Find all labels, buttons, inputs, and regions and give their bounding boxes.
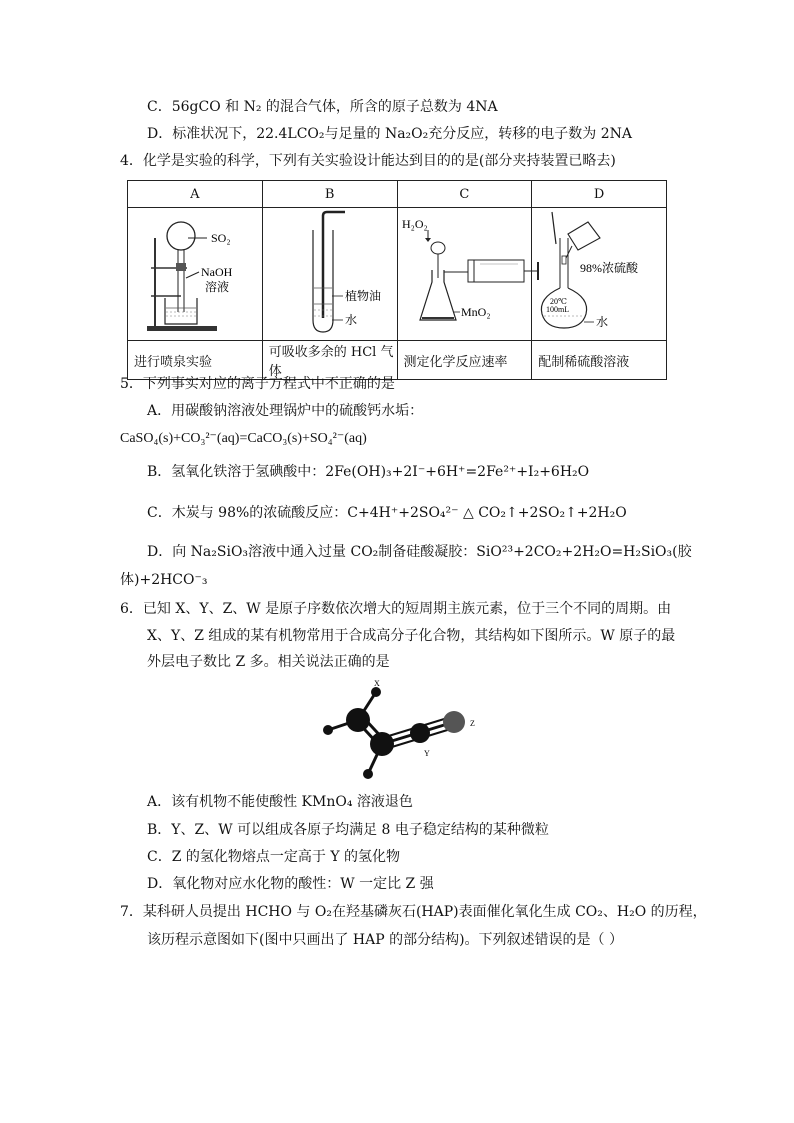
q5-option-d-continued: 体)+2HCO⁻₃ (120, 572, 208, 588)
atom-x-top (371, 687, 381, 697)
label-vol: 100mL (546, 305, 570, 314)
atom-y-1 (346, 708, 370, 732)
q4-stem: 4．化学是实验的科学，下列有关实验设计能达到目的的是(部分夹持装置已略去) (120, 153, 616, 169)
q7-stem-line1: 7．某科研人员提出 HCHO 与 O₂在羟基磷灰石(HAP)表面催化氧化生成 CO₂、H₂O 的历程， (120, 904, 707, 920)
q6-option-d: D．氧化物对应水化物的酸性：W 一定比 Z 强 (147, 876, 434, 892)
q6-option-b: B．Y、Z、W 可以组成各原子均满足 8 电子稳定结构的某种微粒 (147, 822, 549, 838)
caption-d: 配制稀硫酸溶液 (532, 341, 667, 380)
caption-a: 进行喷泉实验 (128, 341, 263, 380)
q5-option-a: A．用碳酸钠溶液处理锅炉中的硫酸钙水垢： (147, 403, 424, 419)
q5-option-a-equation: CaSO₄(s)+CO₃²⁻(aq)=CaCO₃(s)+SO₄²⁻(aq) (120, 431, 367, 446)
label-acid: 98%浓硫酸 (580, 261, 639, 275)
table-header-a: A (128, 181, 263, 208)
q6-option-c: C．Z 的氢化物熔点一定高于 Y 的氢化物 (147, 849, 401, 865)
label-solution: 溶液 (204, 280, 229, 294)
caption-c: 测定化学反应速率 (397, 341, 532, 380)
atom-y-3 (410, 723, 430, 743)
figure-d-dilution (532, 208, 667, 341)
q5-option-c: C．木炭与 98%的浓硫酸反应：C+4H⁺+2SO₄²⁻ △ CO₂↑+2SO₂↑+2H₂O (147, 505, 627, 521)
label-water: 水 (344, 313, 357, 327)
atom-y-2 (370, 732, 394, 756)
molecule-figure (310, 672, 490, 792)
experiment-table (127, 180, 667, 380)
q6-stem-line1: 6．已知 X、Y、Z、W 是原子序数依次增大的短周期主族元素，位于三个不同的周期。由 (120, 601, 672, 617)
q7-stem-line2: 该历程示意图如下(图中只画出了 HAP 的部分结构)。下列叙述错误的是（ ） (147, 932, 624, 948)
q5-option-b: B．氢氧化铁溶于氢碘酸中：2Fe(OH)₃+2I⁻+6H⁺=2Fe²⁺+I₂+6H₂O (147, 464, 590, 480)
table-header-c: C (397, 181, 532, 208)
table-header-d: D (532, 181, 667, 208)
figure-c-rate (397, 208, 532, 341)
atom-x-left (323, 725, 333, 735)
label-temp: 20℃ (550, 297, 568, 306)
q6-option-a: A．该有机物不能使酸性 KMnO₄ 溶液退色 (147, 794, 413, 810)
label-mno2: MnO₂ (460, 305, 491, 319)
label-z: Z (470, 719, 475, 728)
q5-option-d: D．向 Na₂SiO₃溶液中通入过量 CO₂制备硅酸凝胶：SiO²³+2CO₂+2H₂O=H₂SiO₃(胶 (147, 544, 692, 560)
table-header-b: B (262, 181, 397, 208)
q6-stem-line3: 外层电子数比 Z 多。相关说法正确的是 (147, 654, 390, 670)
label-x: X (374, 679, 380, 688)
label-naoh: NaOH (200, 265, 233, 279)
label-so2: SO₂ (210, 231, 231, 245)
q6-stem-line2: X、Y、Z 组成的某有机物常用于合成高分子化合物，其结构如下图所示。W 原子的最 (147, 628, 676, 644)
label-water-d: 水 (596, 315, 609, 329)
atom-z (443, 711, 465, 733)
q3-option-c: C．56gCO 和 N₂ 的混合气体，所含的原子总数为 4NA (147, 99, 498, 115)
atom-x-bottom (363, 769, 373, 779)
figure-a-fountain (128, 208, 263, 341)
label-y: Y (424, 749, 430, 758)
label-h2o2: H₂O₂ (401, 217, 428, 231)
figure-b-absorber (262, 208, 397, 341)
q3-option-d: D．标准状况下，22.4LCO₂与足量的 Na₂O₂充分反应，转移的电子数为 2NA (147, 126, 632, 142)
label-oil: 植物油 (344, 289, 381, 303)
caption-b: 可吸收多余的 HCl 气体 (262, 341, 397, 380)
q5-stem: 5．下列事实对应的离子方程式中不正确的是 (120, 376, 395, 392)
